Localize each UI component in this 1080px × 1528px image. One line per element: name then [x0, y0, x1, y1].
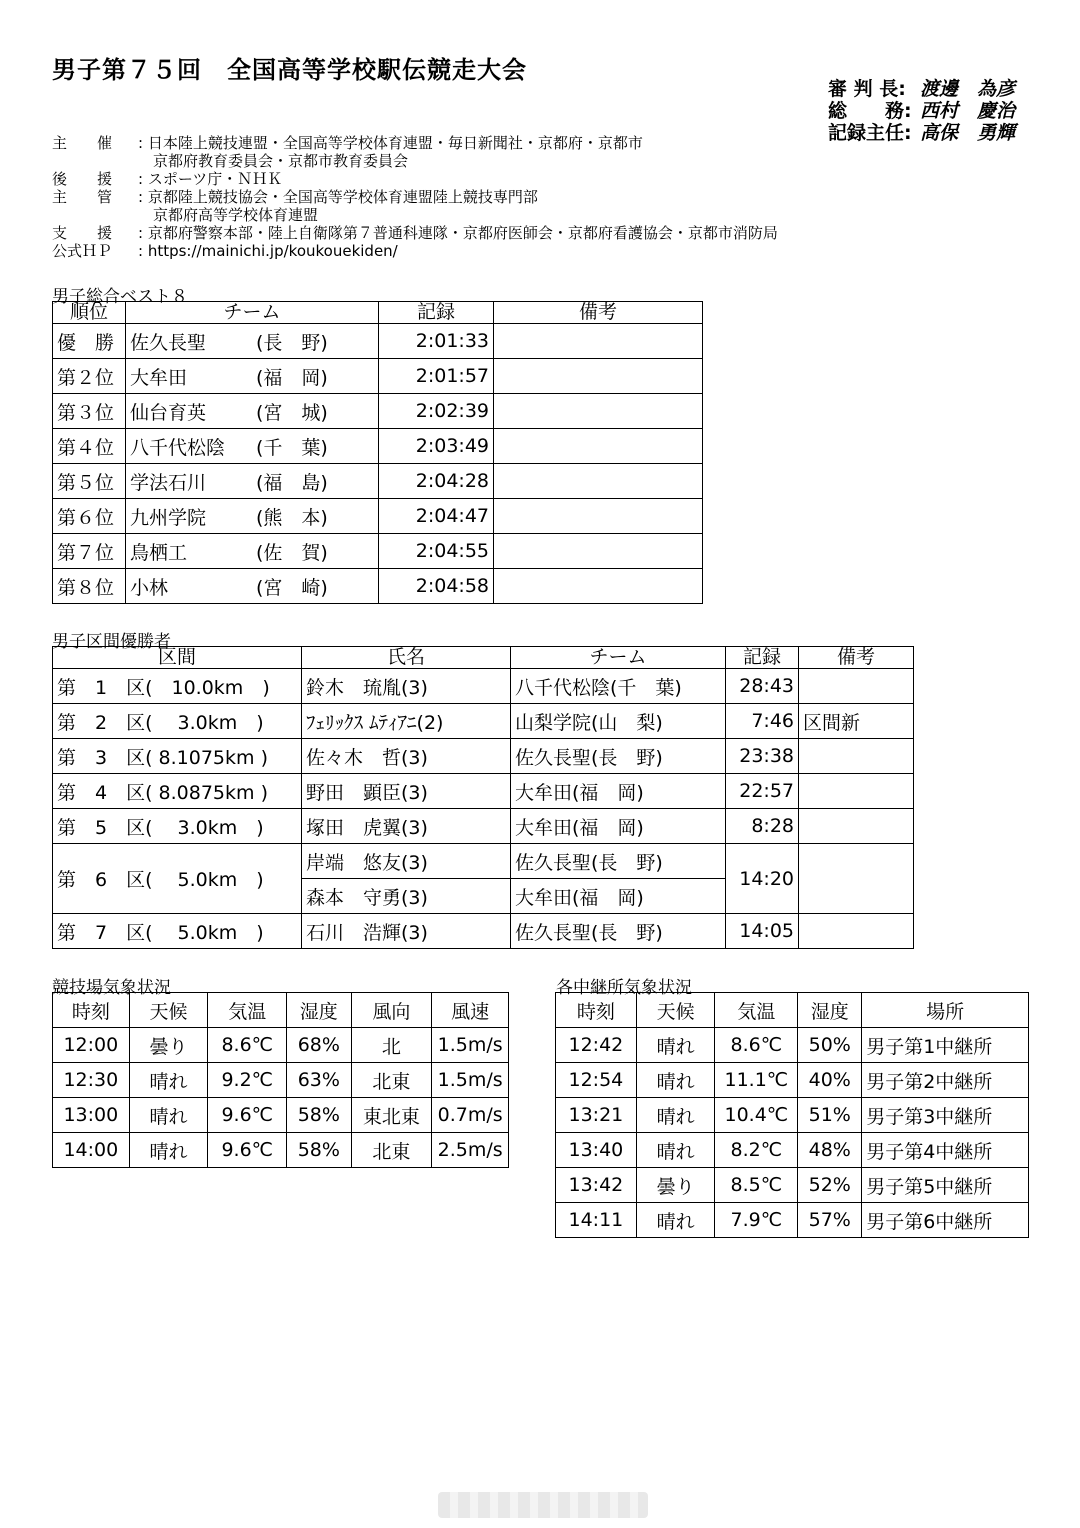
- column-header: 風速: [432, 993, 509, 1028]
- rank-cell: 第３位: [53, 394, 126, 429]
- team-prefecture: (長 野): [256, 331, 328, 354]
- organizer-label: 主 管: [52, 188, 113, 206]
- wind-speed-cell: 1.5m/s: [432, 1063, 509, 1098]
- time-cell: 2:04:58: [379, 569, 494, 604]
- organizer-value: : スポーツ庁・ＮＨＫ: [138, 170, 283, 188]
- table-row: [53, 394, 703, 429]
- section-cell: 第 5 区( 3.0km ): [53, 809, 302, 844]
- table-row: [53, 429, 703, 464]
- column-header: 湿度: [798, 993, 862, 1028]
- section-cell: 第 7 区( 5.0km ): [53, 914, 302, 949]
- best8-table: [52, 301, 703, 604]
- table-row: [556, 1133, 1029, 1168]
- temperature-cell: 8.5℃: [715, 1168, 798, 1203]
- column-header: 備考: [799, 647, 914, 669]
- column-header: 風向: [351, 993, 432, 1028]
- organizer-value: : 京都陸上競技協会・全国高等学校体育連盟陸上競技専門部: [138, 188, 538, 206]
- section-cell: 第 6 区( 5.0km ): [53, 844, 302, 914]
- temperature-cell: 7.9℃: [715, 1203, 798, 1238]
- column-header: 天候: [636, 993, 715, 1028]
- official-row: [828, 78, 1015, 100]
- official-role: 記録主任:: [828, 122, 912, 144]
- team-cell: [126, 534, 379, 569]
- table-row: [53, 844, 914, 879]
- official-name: 渡邊 為彦: [920, 78, 1016, 100]
- temperature-cell: 8.6℃: [208, 1028, 287, 1063]
- section-cell: 第 1 区( 10.0km ): [53, 669, 302, 704]
- location-cell: 男子第6中継所: [862, 1203, 1029, 1238]
- team-cell: 八千代松陰(千 葉): [511, 669, 726, 704]
- note-cell: [494, 324, 703, 359]
- table-row: [53, 809, 914, 844]
- location-cell: 男子第4中継所: [862, 1133, 1029, 1168]
- official-homepage-link[interactable]: : https://mainichi.jp/koukouekiden/: [138, 242, 398, 260]
- rank-cell: 優 勝: [53, 324, 126, 359]
- team-prefecture: (福 岡): [256, 366, 328, 389]
- runner-name-cell: 塚田 虎翼(3): [302, 809, 511, 844]
- team-cell: 佐久長聖(長 野): [511, 914, 726, 949]
- location-cell: 男子第1中継所: [862, 1028, 1029, 1063]
- rank-cell: 第６位: [53, 499, 126, 534]
- team-cell: [126, 499, 379, 534]
- team-cell: [126, 359, 379, 394]
- column-header: 順位: [53, 302, 126, 324]
- note-cell: [799, 739, 914, 774]
- time-cell: 13:00: [53, 1098, 130, 1133]
- time-cell: 13:21: [556, 1098, 637, 1133]
- humidity-cell: 50%: [798, 1028, 862, 1063]
- table-row: [53, 914, 914, 949]
- organizer-row: [52, 242, 778, 260]
- humidity-cell: 52%: [798, 1168, 862, 1203]
- time-cell: 13:42: [556, 1168, 637, 1203]
- location-cell: 男子第2中継所: [862, 1063, 1029, 1098]
- runner-name-cell: 野田 顕臣(3): [302, 774, 511, 809]
- organizer-row: [52, 224, 778, 242]
- note-cell: [494, 499, 703, 534]
- team-prefecture: (宮 崎): [256, 576, 328, 599]
- time-cell: 2:04:55: [379, 534, 494, 569]
- temperature-cell: 8.2℃: [715, 1133, 798, 1168]
- relay-weather-table: [555, 992, 1029, 1238]
- team-prefecture: (宮 城): [256, 401, 328, 424]
- table-header-row: [53, 647, 914, 669]
- table-row: [53, 739, 914, 774]
- column-header: 場所: [862, 993, 1029, 1028]
- team-name: 鳥栖工: [130, 541, 188, 564]
- rank-cell: 第７位: [53, 534, 126, 569]
- note-cell: [494, 464, 703, 499]
- note-cell: [799, 669, 914, 704]
- team-cell: 大牟田(福 岡): [511, 774, 726, 809]
- team-name: 九州学院: [130, 506, 207, 529]
- table-row: [53, 1028, 509, 1063]
- organizer-row: [52, 206, 778, 224]
- official-row: [828, 100, 1015, 122]
- organizer-value: : 京都府警察本部・陸上自衛隊第７普通科連隊・京都府医師会・京都府看護協会・京都市消防局: [138, 224, 778, 242]
- organizer-row: [52, 188, 778, 206]
- page-title: 男子第７５回 全国高等学校駅伝競走大会: [52, 56, 527, 84]
- column-header: 時刻: [53, 993, 130, 1028]
- weather-cell: 晴れ: [636, 1028, 715, 1063]
- table-row: [556, 1063, 1029, 1098]
- note-cell: [799, 914, 914, 949]
- organizer-label: [52, 152, 136, 170]
- team-cell: 山梨学院(山 梨): [511, 704, 726, 739]
- temperature-cell: 9.6℃: [208, 1098, 287, 1133]
- time-cell: 14:20: [726, 844, 799, 914]
- note-cell: 区間新: [799, 704, 914, 739]
- team-name: 仙台育英: [130, 401, 207, 424]
- note-cell: [494, 429, 703, 464]
- organizer-label: 後 援: [52, 170, 113, 188]
- note-cell: [494, 359, 703, 394]
- team-cell: 大牟田(福 岡): [511, 879, 726, 914]
- location-cell: 男子第3中継所: [862, 1098, 1029, 1133]
- stadium-weather-table: [52, 992, 509, 1168]
- time-cell: 2:01:57: [379, 359, 494, 394]
- time-cell: 2:04:28: [379, 464, 494, 499]
- official-row: [828, 122, 1015, 144]
- table-row: [53, 569, 703, 604]
- organizer-value: 京都府教育委員会・京都市教育委員会: [138, 152, 409, 170]
- note-cell: [494, 534, 703, 569]
- rank-cell: 第２位: [53, 359, 126, 394]
- rank-cell: 第４位: [53, 429, 126, 464]
- time-cell: 12:30: [53, 1063, 130, 1098]
- table-row: [556, 1203, 1029, 1238]
- table-row: [53, 359, 703, 394]
- team-prefecture: (佐 賀): [256, 541, 328, 564]
- humidity-cell: 58%: [287, 1133, 351, 1168]
- team-prefecture: (熊 本): [256, 506, 328, 529]
- team-name: 大牟田: [130, 366, 188, 389]
- time-cell: 2:04:47: [379, 499, 494, 534]
- weather-cell: 晴れ: [129, 1063, 208, 1098]
- runner-name-cell: 鈴木 琉胤(3): [302, 669, 511, 704]
- runner-name-cell: 森本 守勇(3): [302, 879, 511, 914]
- weather-cell: 晴れ: [129, 1133, 208, 1168]
- wind-direction-cell: 東北東: [351, 1098, 432, 1133]
- column-header: 記録: [379, 302, 494, 324]
- note-cell: [494, 569, 703, 604]
- temperature-cell: 11.1℃: [715, 1063, 798, 1098]
- organizer-row: [52, 134, 778, 152]
- table-row: [53, 1063, 509, 1098]
- wind-direction-cell: 北東: [351, 1063, 432, 1098]
- temperature-cell: 9.6℃: [208, 1133, 287, 1168]
- team-cell: [126, 429, 379, 464]
- humidity-cell: 58%: [287, 1098, 351, 1133]
- team-name: 佐久長聖: [130, 331, 207, 354]
- table-row: [556, 1168, 1029, 1203]
- temperature-cell: 8.6℃: [715, 1028, 798, 1063]
- humidity-cell: 51%: [798, 1098, 862, 1133]
- organizer-label: 公式ＨＰ: [52, 242, 113, 260]
- table-row: [53, 534, 703, 569]
- official-name: 高保 勇輝: [920, 122, 1016, 144]
- runner-name-cell: ﾌｪﾘｯｸｽ ﾑﾃｨｱﾆ(2): [302, 704, 511, 739]
- humidity-cell: 63%: [287, 1063, 351, 1098]
- table-row: [53, 1133, 509, 1168]
- temperature-cell: 10.4℃: [715, 1098, 798, 1133]
- team-cell: 佐久長聖(長 野): [511, 739, 726, 774]
- organizer-value: : 日本陸上競技連盟・全国高等学校体育連盟・毎日新聞社・京都府・京都市: [138, 134, 643, 152]
- section-cell: 第 3 区( 8.1075km ): [53, 739, 302, 774]
- note-cell: [799, 844, 914, 914]
- table-row: [53, 774, 914, 809]
- table-header-row: [53, 302, 703, 324]
- team-prefecture: (福 島): [256, 471, 328, 494]
- column-header: 区間: [53, 647, 302, 669]
- time-cell: 7:46: [726, 704, 799, 739]
- team-cell: [126, 394, 379, 429]
- table-row: [53, 464, 703, 499]
- best8-heading: 男子総合ベスト８: [52, 287, 188, 307]
- column-header: 時刻: [556, 993, 637, 1028]
- time-cell: 8:28: [726, 809, 799, 844]
- column-header: 気温: [208, 993, 287, 1028]
- official-name: 西村 慶治: [920, 100, 1016, 122]
- weather-cell: 曇り: [636, 1168, 715, 1203]
- sections-heading: 男子区間優勝者: [52, 632, 171, 652]
- time-cell: 12:54: [556, 1063, 637, 1098]
- officials-block: [828, 78, 1015, 144]
- section-winners-table: [52, 646, 914, 949]
- wind-speed-cell: 0.7m/s: [432, 1098, 509, 1133]
- team-cell: 大牟田(福 岡): [511, 809, 726, 844]
- official-role: 審 判 長:: [828, 78, 906, 100]
- organizer-label: 支 援: [52, 224, 113, 242]
- official-role: 総 務:: [828, 100, 912, 122]
- weather-cell: 晴れ: [636, 1133, 715, 1168]
- time-cell: 14:11: [556, 1203, 637, 1238]
- runner-name-cell: 石川 浩輝(3): [302, 914, 511, 949]
- organizer-list: [52, 134, 778, 260]
- time-cell: 22:57: [726, 774, 799, 809]
- column-header: 氏名: [302, 647, 511, 669]
- column-header: チーム: [511, 647, 726, 669]
- organizer-value: 京都府高等学校体育連盟: [138, 206, 319, 224]
- column-header: 天候: [129, 993, 208, 1028]
- section-cell: 第 2 区( 3.0km ): [53, 704, 302, 739]
- watermark-bar: [438, 1492, 648, 1518]
- table-row: [53, 499, 703, 534]
- wind-direction-cell: 北: [351, 1028, 432, 1063]
- humidity-cell: 57%: [798, 1203, 862, 1238]
- organizer-label: [52, 206, 136, 224]
- relay-weather-heading: 各中継所気象状況: [556, 978, 692, 998]
- team-cell: [126, 324, 379, 359]
- team-name: 八千代松陰: [130, 436, 226, 459]
- time-cell: 23:38: [726, 739, 799, 774]
- time-cell: 13:40: [556, 1133, 637, 1168]
- time-cell: 2:03:49: [379, 429, 494, 464]
- note-cell: [799, 774, 914, 809]
- team-cell: [126, 464, 379, 499]
- note-cell: [494, 394, 703, 429]
- humidity-cell: 40%: [798, 1063, 862, 1098]
- table-row: [53, 324, 703, 359]
- organizer-row: [52, 152, 778, 170]
- time-cell: 14:05: [726, 914, 799, 949]
- runner-name-cell: 岸端 悠友(3): [302, 844, 511, 879]
- organizer-label: 主 催: [52, 134, 113, 152]
- time-cell: 12:00: [53, 1028, 130, 1063]
- column-header: 備考: [494, 302, 703, 324]
- table-row: [53, 669, 914, 704]
- note-cell: [799, 809, 914, 844]
- weather-cell: 晴れ: [636, 1063, 715, 1098]
- table-row: [556, 1028, 1029, 1063]
- team-cell: [126, 569, 379, 604]
- team-prefecture: (千 葉): [256, 436, 328, 459]
- time-cell: 28:43: [726, 669, 799, 704]
- table-header-row: [53, 993, 509, 1028]
- time-cell: 2:01:33: [379, 324, 494, 359]
- column-header: 気温: [715, 993, 798, 1028]
- column-header: チーム: [126, 302, 379, 324]
- table-row: [53, 1098, 509, 1133]
- table-header-row: [556, 993, 1029, 1028]
- wind-speed-cell: 2.5m/s: [432, 1133, 509, 1168]
- temperature-cell: 9.2℃: [208, 1063, 287, 1098]
- humidity-cell: 48%: [798, 1133, 862, 1168]
- organizer-row: [52, 170, 778, 188]
- time-cell: 14:00: [53, 1133, 130, 1168]
- wind-speed-cell: 1.5m/s: [432, 1028, 509, 1063]
- wind-direction-cell: 北東: [351, 1133, 432, 1168]
- stadium-weather-heading: 競技場気象状況: [52, 978, 171, 998]
- location-cell: 男子第5中継所: [862, 1168, 1029, 1203]
- rank-cell: 第５位: [53, 464, 126, 499]
- column-header: 湿度: [287, 993, 351, 1028]
- humidity-cell: 68%: [287, 1028, 351, 1063]
- team-name: 小林: [130, 576, 169, 599]
- weather-cell: 晴れ: [129, 1098, 208, 1133]
- team-name: 学法石川: [130, 471, 207, 494]
- weather-cell: 晴れ: [636, 1203, 715, 1238]
- table-row: [53, 704, 914, 739]
- time-cell: 2:02:39: [379, 394, 494, 429]
- rank-cell: 第８位: [53, 569, 126, 604]
- time-cell: 12:42: [556, 1028, 637, 1063]
- team-cell: 佐久長聖(長 野): [511, 844, 726, 879]
- section-cell: 第 4 区( 8.0875km ): [53, 774, 302, 809]
- column-header: 記録: [726, 647, 799, 669]
- table-row: [556, 1098, 1029, 1133]
- runner-name-cell: 佐々木 哲(3): [302, 739, 511, 774]
- weather-cell: 曇り: [129, 1028, 208, 1063]
- weather-cell: 晴れ: [636, 1098, 715, 1133]
